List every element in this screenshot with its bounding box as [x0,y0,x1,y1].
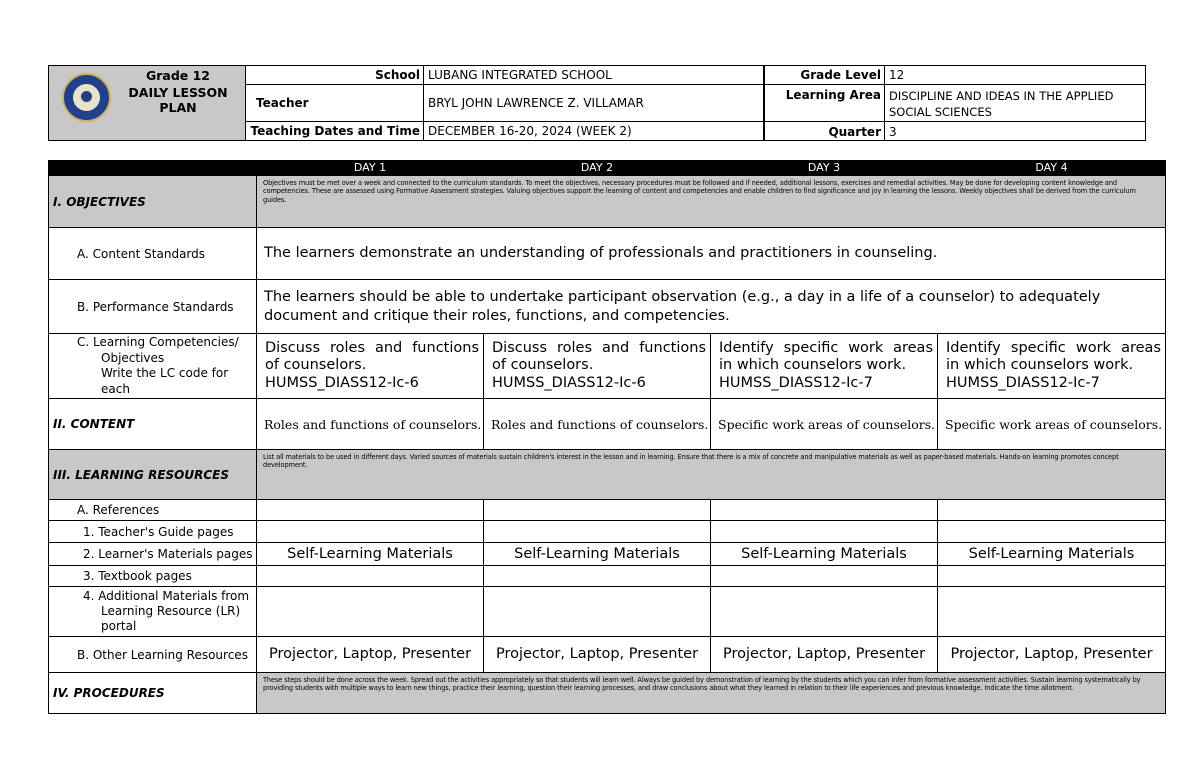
additional-materials-label [49,587,257,637]
teachers-guide-day-1 [257,521,484,543]
grade-level-label: Grade Level [765,66,885,85]
other-resources-day-2: Projector, Laptop, Presenter [484,637,711,673]
day-header-blank [49,161,257,176]
textbook-day-3 [711,566,938,587]
content-day-1: Roles and functions of counselors. [257,399,484,450]
resources-label: III. LEARNING RESOURCES [49,450,257,500]
learners-materials-day-4: Self-Learning Materials [938,543,1166,566]
additional-label-2: Learning Resource (LR) [101,604,241,618]
competencies-label-2: Objectives [101,350,165,365]
school-value: LUBANG INTEGRATED SCHOOL [424,66,764,85]
school-label: School [246,66,424,85]
doc-type-title: DAILY LESSON PLAN [128,85,228,115]
additional-day-2 [484,587,711,637]
references-label: A. References [49,500,257,521]
textbook-day-4 [938,566,1166,587]
learning-area-value [885,85,1146,122]
header-table [48,65,1146,141]
teacher-label [246,85,424,122]
performance-standards-value: The learners should be able to undertake participant observation (e.g., a day in a life of a counselor) to adequately document and critique their roles, functions, and competencies. [257,280,1166,334]
resources-row [49,450,1166,500]
deped-seal-icon [62,73,111,122]
teachers-guide-label: 1. Teacher's Guide pages [49,521,257,543]
additional-day-1 [257,587,484,637]
content-day-4: Specific work areas of counselors. [938,399,1166,450]
procedures-row [49,673,1166,714]
competency-day-2 [484,334,711,399]
dates-value: DECEMBER 16-20, 2024 (WEEK 2) [424,122,764,141]
learners-materials-day-2: Self-Learning Materials [484,543,711,566]
references-day-4 [938,500,1166,521]
additional-label-3: portal [101,619,137,633]
competency-day-1 [257,334,484,399]
competencies-label [49,334,257,399]
textbook-label: 3. Textbook pages [49,566,257,587]
other-resources-day-1: Projector, Laptop, Presenter [257,637,484,673]
learning-area-line2: SOCIAL SCIENCES [889,105,992,119]
learners-materials-day-3: Self-Learning Materials [711,543,938,566]
competency-text: Discuss roles and functions of counselors. [492,339,706,374]
content-standards-label: A. Content Standards [49,228,257,280]
objectives-row [49,176,1166,228]
grade-level-value: 12 [885,66,1146,85]
competency-text: Identify specific work areas in which counselors work. [946,339,1161,374]
objectives-label: I. OBJECTIVES [49,176,257,228]
content-row [49,399,1166,450]
references-day-2 [484,500,711,521]
competency-code: HUMSS_DIASS12-Ic-7 [719,374,873,391]
other-resources-day-3: Projector, Laptop, Presenter [711,637,938,673]
procedures-label: IV. PROCEDURES [49,673,257,714]
learning-area-line1: DISCIPLINE AND IDEAS IN THE APPLIED [889,89,1114,103]
learners-materials-label: 2. Learner's Materials pages [49,543,257,566]
teacher-label-text: Teacher [256,96,309,110]
content-day-2: Roles and functions of counselors. [484,399,711,450]
quarter-value: 3 [889,124,897,139]
references-day-3 [711,500,938,521]
textbook-row [49,566,1166,587]
other-resources-day-4: Projector, Laptop, Presenter [938,637,1166,673]
performance-standards-label: B. Performance Standards [49,280,257,334]
teacher-value: BRYL JOHN LAWRENCE Z. VILLAMAR [424,85,764,122]
day-3-header: DAY 3 [711,161,938,176]
dates-label: Teaching Dates and Time [246,122,424,141]
competency-code: HUMSS_DIASS12-Ic-6 [492,374,646,391]
quarter-label: Quarter [765,122,885,141]
additional-materials-row [49,587,1166,637]
teachers-guide-row [49,521,1166,543]
learning-area-label-text: Learning Area [785,88,881,102]
competencies-label-3: Write the LC code for each [101,366,229,396]
competencies-label-1: C. Learning Competencies/ [77,335,239,349]
references-day-1 [257,500,484,521]
competency-code: HUMSS_DIASS12-Ic-7 [946,374,1100,391]
competency-text: Discuss roles and functions of counselors. [265,339,479,374]
learners-materials-day-1: Self-Learning Materials [257,543,484,566]
competency-day-4 [938,334,1166,399]
additional-day-4 [938,587,1166,637]
content-standards-row [49,228,1166,280]
other-resources-label: B. Other Learning Resources [49,637,257,673]
learning-area-label [765,85,885,122]
learners-materials-row [49,543,1166,566]
competency-code: HUMSS_DIASS12-Ic-6 [265,374,419,391]
day-2-header: DAY 2 [484,161,711,176]
content-label: II. CONTENT [49,399,257,450]
content-day-3: Specific work areas of counselors. [711,399,938,450]
competency-day-3 [711,334,938,399]
day-header-row [49,161,1166,176]
references-row [49,500,1166,521]
header-title-cell [49,66,246,141]
objectives-note: Objectives must be met over a week and connected to the curriculum standards. To meet the objectives, necessary procedures must be followed and if needed, additional lessons, exercises and remedial activities. May be done for developing content knowledge and competencies. These are assessed using Formative Assessment strategies. Valuing objectives support the learning of content and competencies and enable children to find significance and joy in learning the lessons. Weekly objectives shall be derived from the curriculum guides. [257,176,1166,228]
textbook-day-1 [257,566,484,587]
day-4-header: DAY 4 [938,161,1166,176]
lesson-plan-table [48,160,1165,714]
grade-title: Grade 12 [145,68,211,83]
procedures-note: These steps should be done across the week. Spread out the activities appropriately so that students will learn well. Always be guided by demonstration of learning by the students which you can infer from formative assessment activities. Sustain learning systematically by providing students with multiple ways to learn new things, practice their learning, question their learning processes, and draw conclusions about what they learned in relation to their life experiences and previous knowledge. Indicate the time allotment. [257,673,1166,714]
resources-note: List all materials to be used in different days. Varied sources of materials sustain children's interest in the lesson and in learning. Ensure that there is a mix of concrete and manipulative materials as well as paper-based materials. Hands-on learning promotes concept development. [257,450,1166,500]
day-1-header: DAY 1 [257,161,484,176]
teachers-guide-day-4 [938,521,1166,543]
other-resources-row [49,637,1166,673]
competencies-row [49,334,1166,399]
performance-standards-row [49,280,1166,334]
additional-label-1: 4. Additional Materials from [83,589,250,603]
additional-day-3 [711,587,938,637]
teachers-guide-day-3 [711,521,938,543]
textbook-day-2 [484,566,711,587]
teachers-guide-day-2 [484,521,711,543]
competency-text: Identify specific work areas in which counselors work. [719,339,933,374]
content-standards-value: The learners demonstrate an understanding of professionals and practitioners in counseling. [257,228,1166,280]
